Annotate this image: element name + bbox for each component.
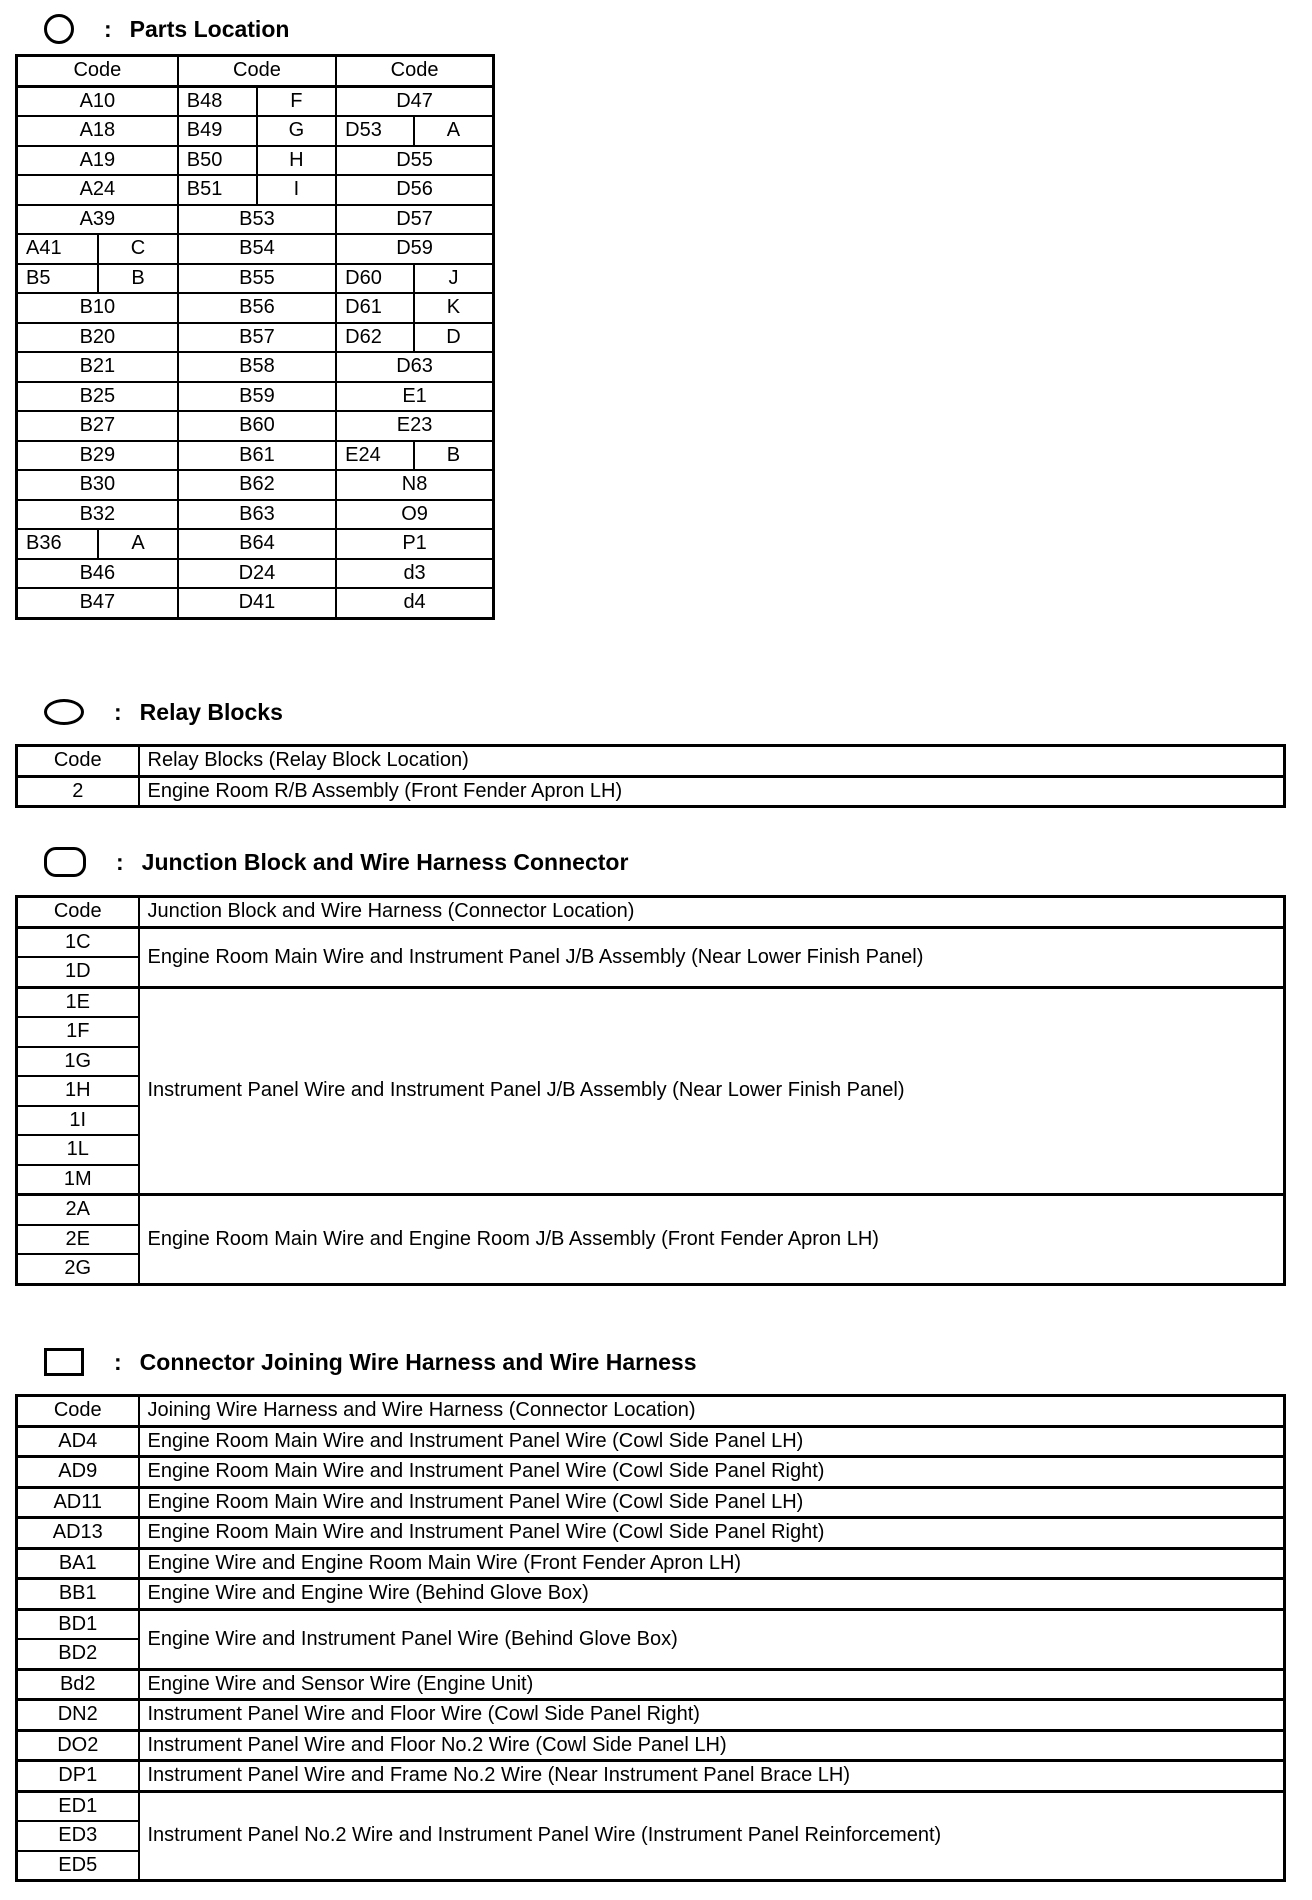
code-cell: 1E — [17, 987, 139, 1017]
part-code: A39 — [17, 205, 178, 235]
location-description: Engine Wire and Engine Wire (Behind Glove Box) — [139, 1579, 1285, 1610]
table-row — [17, 1457, 1285, 1488]
part-code: B46 — [17, 559, 178, 589]
part-code: O9 — [336, 500, 493, 530]
location-letter: H — [257, 146, 337, 176]
oval-symbol-icon — [44, 699, 84, 725]
table-row — [17, 987, 1285, 1017]
part-code: D62 — [336, 323, 414, 353]
section-title: Connector Joining Wire Harness and Wire Harness — [139, 1348, 697, 1375]
part-code: d4 — [336, 588, 493, 618]
table-row — [17, 500, 494, 530]
connector-table — [15, 1394, 1286, 1882]
table-row — [17, 1700, 1285, 1731]
code-cell: 2G — [17, 1254, 139, 1284]
rounded-rect-symbol-icon — [44, 847, 86, 877]
table-row — [17, 352, 494, 382]
location-letter: K — [414, 293, 494, 323]
code-cell: 1D — [17, 957, 139, 987]
code-cell: ED1 — [17, 1791, 139, 1821]
part-code: D53 — [336, 116, 414, 146]
location-letter: B — [414, 441, 494, 471]
code-cell: 1G — [17, 1047, 139, 1077]
location-letter: B — [98, 264, 178, 294]
column-header: Code — [17, 897, 139, 928]
table-row — [17, 1730, 1285, 1761]
part-code: A10 — [17, 86, 178, 116]
location-letter: G — [257, 116, 337, 146]
table-row — [17, 1579, 1285, 1610]
part-code: N8 — [336, 470, 493, 500]
location-letter: F — [257, 86, 337, 116]
section-title: Parts Location — [129, 15, 290, 42]
code-cell: 1M — [17, 1165, 139, 1195]
code-cell: AD11 — [17, 1487, 139, 1518]
part-code: A18 — [17, 116, 178, 146]
code-cell: 1H — [17, 1076, 139, 1106]
table-row — [17, 264, 494, 294]
part-code: E23 — [336, 411, 493, 441]
table-row — [17, 776, 1285, 807]
part-code: A41 — [17, 234, 99, 264]
column-header: Code — [178, 56, 336, 87]
code-cell: 1C — [17, 927, 139, 957]
junction-block-heading: : Junction Block and Wire Harness Connector — [44, 845, 628, 879]
part-code: B51 — [178, 175, 257, 205]
code-cell: DP1 — [17, 1761, 139, 1792]
connector-heading: : Connector Joining Wire Harness and Wire Harness — [44, 1345, 697, 1379]
location-letter: C — [98, 234, 178, 264]
table-row — [17, 559, 494, 589]
part-code: A24 — [17, 175, 178, 205]
relay-blocks-table — [15, 744, 1286, 808]
column-header: Relay Blocks (Relay Block Location) — [139, 746, 1285, 777]
code-cell: AD13 — [17, 1518, 139, 1549]
location-letter: A — [98, 529, 178, 559]
part-code: B36 — [17, 529, 99, 559]
relay-blocks-heading: : Relay Blocks — [44, 695, 283, 729]
table-row — [17, 293, 494, 323]
table-row — [17, 1791, 1285, 1821]
location-description: Engine Room Main Wire and Instrument Panel J/B Assembly (Near Lower Finish Panel) — [139, 927, 1285, 987]
part-code: B57 — [178, 323, 336, 353]
location-description: Instrument Panel Wire and Frame No.2 Wire (Near Instrument Panel Brace LH) — [139, 1761, 1285, 1792]
table-row — [17, 323, 494, 353]
part-code: E1 — [336, 382, 493, 412]
code-cell: 2E — [17, 1225, 139, 1255]
table-row — [17, 1609, 1285, 1639]
column-header: Code — [17, 56, 178, 87]
part-code: B61 — [178, 441, 336, 471]
table-row — [17, 411, 494, 441]
table-row — [17, 1487, 1285, 1518]
part-code: B27 — [17, 411, 178, 441]
header-row — [17, 56, 494, 87]
table-row — [17, 146, 494, 176]
part-code: B60 — [178, 411, 336, 441]
location-letter: A — [414, 116, 494, 146]
part-code: B25 — [17, 382, 178, 412]
part-code: B56 — [178, 293, 336, 323]
table-row — [17, 116, 494, 146]
location-description: Engine Room R/B Assembly (Front Fender Apron LH) — [139, 776, 1285, 807]
part-code: B62 — [178, 470, 336, 500]
location-description: Engine Room Main Wire and Instrument Panel Wire (Cowl Side Panel LH) — [139, 1487, 1285, 1518]
code-cell: 1L — [17, 1135, 139, 1165]
code-cell: BD2 — [17, 1639, 139, 1669]
column-header: Code — [17, 1396, 139, 1427]
part-code: B47 — [17, 588, 178, 618]
table-row — [17, 382, 494, 412]
part-code: B59 — [178, 382, 336, 412]
part-code: B30 — [17, 470, 178, 500]
table-row — [17, 86, 494, 116]
part-code: B10 — [17, 293, 178, 323]
code-cell: ED5 — [17, 1851, 139, 1881]
table-row — [17, 470, 494, 500]
code-cell: DN2 — [17, 1700, 139, 1731]
code-cell: 1I — [17, 1106, 139, 1136]
location-description: Engine Wire and Instrument Panel Wire (Behind Glove Box) — [139, 1609, 1285, 1669]
table-row — [17, 234, 494, 264]
junction-block-table — [15, 895, 1286, 1286]
part-code: B21 — [17, 352, 178, 382]
location-description: Instrument Panel Wire and Instrument Panel J/B Assembly (Near Lower Finish Panel) — [139, 987, 1285, 1195]
part-code: B50 — [178, 146, 257, 176]
part-code: A19 — [17, 146, 178, 176]
part-code: B32 — [17, 500, 178, 530]
code-cell: Bd2 — [17, 1669, 139, 1700]
table-row — [17, 1761, 1285, 1792]
part-code: D47 — [336, 86, 493, 116]
part-code: D61 — [336, 293, 414, 323]
part-code: B29 — [17, 441, 178, 471]
part-code: B5 — [17, 264, 99, 294]
code-cell: DO2 — [17, 1730, 139, 1761]
table-row — [17, 1518, 1285, 1549]
part-code: D55 — [336, 146, 493, 176]
part-code: B55 — [178, 264, 336, 294]
part-code: B49 — [178, 116, 257, 146]
code-cell: BD1 — [17, 1609, 139, 1639]
location-description: Instrument Panel Wire and Floor No.2 Wire (Cowl Side Panel LH) — [139, 1730, 1285, 1761]
part-code: D59 — [336, 234, 493, 264]
location-description: Engine Room Main Wire and Engine Room J/B Assembly (Front Fender Apron LH) — [139, 1195, 1285, 1285]
table-row — [17, 205, 494, 235]
table-row — [17, 1426, 1285, 1457]
section-title: Junction Block and Wire Harness Connector — [141, 848, 629, 875]
location-description: Instrument Panel No.2 Wire and Instrument Panel Wire (Instrument Panel Reinforcement) — [139, 1791, 1285, 1881]
part-code: D24 — [178, 559, 336, 589]
column-header: Code — [17, 746, 139, 777]
code-cell: BA1 — [17, 1548, 139, 1579]
parts-location-table — [15, 54, 495, 620]
code-cell: 2A — [17, 1195, 139, 1225]
square-symbol-icon — [44, 1348, 84, 1376]
code-cell: ED3 — [17, 1821, 139, 1851]
table-row — [17, 529, 494, 559]
table-row — [17, 175, 494, 205]
location-description: Engine Room Main Wire and Instrument Panel Wire (Cowl Side Panel Right) — [139, 1457, 1285, 1488]
location-description: Engine Wire and Engine Room Main Wire (Front Fender Apron LH) — [139, 1548, 1285, 1579]
part-code: D60 — [336, 264, 414, 294]
table-row — [17, 927, 1285, 957]
part-code: B20 — [17, 323, 178, 353]
code-cell: AD9 — [17, 1457, 139, 1488]
part-code: D63 — [336, 352, 493, 382]
location-description: Instrument Panel Wire and Floor Wire (Cowl Side Panel Right) — [139, 1700, 1285, 1731]
location-letter: J — [414, 264, 494, 294]
column-header: Joining Wire Harness and Wire Harness (Connector Location) — [139, 1396, 1285, 1427]
table-row — [17, 441, 494, 471]
part-code: B63 — [178, 500, 336, 530]
part-code: D56 — [336, 175, 493, 205]
table-row — [17, 1669, 1285, 1700]
location-letter: I — [257, 175, 337, 205]
header-row — [17, 746, 1285, 777]
part-code: E24 — [336, 441, 414, 471]
code-cell: BB1 — [17, 1579, 139, 1610]
code-cell: 1F — [17, 1017, 139, 1047]
part-code: B64 — [178, 529, 336, 559]
part-code: D57 — [336, 205, 493, 235]
part-code: B48 — [178, 86, 257, 116]
part-code: B54 — [178, 234, 336, 264]
code-cell: 2 — [17, 776, 139, 807]
part-code: B53 — [178, 205, 336, 235]
header-row — [17, 1396, 1285, 1427]
location-letter: D — [414, 323, 494, 353]
section-title: Relay Blocks — [139, 698, 283, 725]
column-header: Code — [336, 56, 493, 87]
location-description: Engine Room Main Wire and Instrument Panel Wire (Cowl Side Panel Right) — [139, 1518, 1285, 1549]
part-code: d3 — [336, 559, 493, 589]
table-row — [17, 1548, 1285, 1579]
table-row — [17, 588, 494, 618]
column-header: Junction Block and Wire Harness (Connector Location) — [139, 897, 1285, 928]
parts-location-heading: : Parts Location — [44, 12, 289, 46]
part-code: D41 — [178, 588, 336, 618]
header-row — [17, 897, 1285, 928]
circle-symbol-icon — [44, 14, 74, 44]
table-row — [17, 1195, 1285, 1225]
location-description: Engine Room Main Wire and Instrument Panel Wire (Cowl Side Panel LH) — [139, 1426, 1285, 1457]
code-cell: AD4 — [17, 1426, 139, 1457]
part-code: P1 — [336, 529, 493, 559]
location-description: Engine Wire and Sensor Wire (Engine Unit) — [139, 1669, 1285, 1700]
part-code: B58 — [178, 352, 336, 382]
